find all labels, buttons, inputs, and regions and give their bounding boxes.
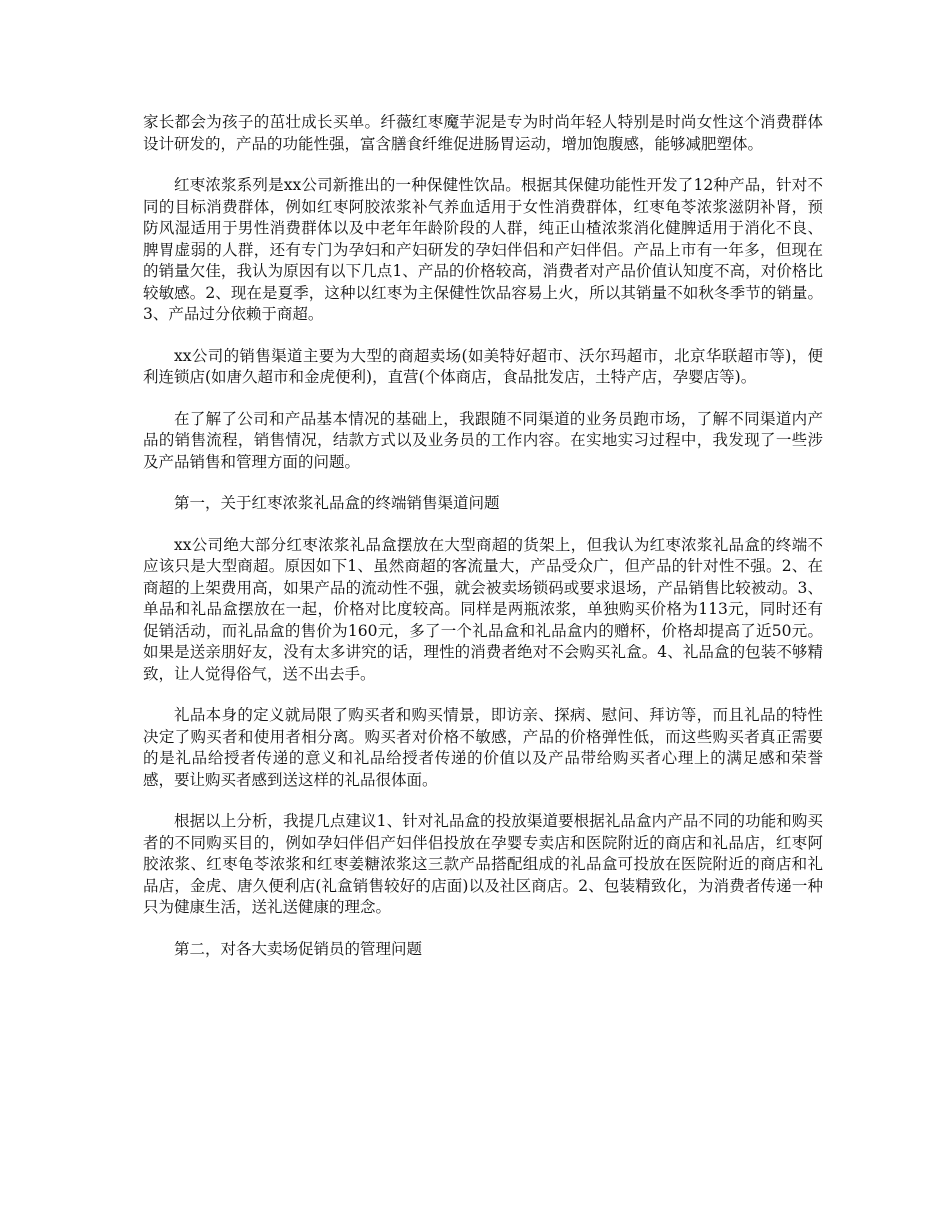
document-body bbox=[143, 112, 823, 980]
paragraph-4: 在了解了公司和产品基本情况的基础上，我跟随不同渠道的业务员跑市场，了解不同渠道内产品的销售流程，销售情况，结款方式以及业务员的工作内容。在实地实习过程中，我发现了一些涉及产品销售和管理方面的问题。 bbox=[143, 409, 823, 471]
paragraph-6: 礼品本身的定义就局限了购买者和购买情景，即访亲、探病、慰问、拜访等，而且礼品的特性决定了购买者和使用者相分离。购买者对价格不敏感，产品的价格弹性低，而这些购买者真正需要的是礼品给授者传递的意义和礼品给授者传递的价值以及产品带给购买者心理上的满足感和荣誉感，要让购买者感到送这样的礼品很体面。 bbox=[143, 706, 823, 789]
paragraph-5: xx公司绝大部分红枣浓浆礼品盒摆放在大型商超的货架上，但我认为红枣浓浆礼品盒的终端不应该只是大型商超。原因如下1、虽然商超的客流量大，产品受众广，但产品的针对性不强。2、在商超的上架费用高，如果产品的流动性不强，就会被卖场锁码或要求退场，产品销售比较被动。3、单品和礼品盒摆放在一起，价格对比度较高。同样是两瓶浓浆，单独购买价格为113元，同时还有促销活动，而礼品盒的售价为160元，多了一个礼品盒和礼品盒内的赠杯，价格却提高了近50元。如果是送亲朋好友，没有太多讲究的话，理性的消费者绝对不会购买礼盒。4、礼品盒的包装不够精致，让人觉得俗气，送不出去手。 bbox=[143, 535, 823, 683]
paragraph-7: 根据以上分析，我提几点建议1、针对礼品盒的投放渠道要根据礼品盒内产品不同的功能和购买者的不同购买目的，例如孕妇伴侣产妇伴侣投放在孕婴专卖店和医院附近的商店和礼品店，红枣阿胶浓浆、红枣龟苓浓浆和红枣姜糖浓浆这三款产品搭配组成的礼品盒可投放在医院附近的商店和礼品店，金虎、唐久便利店(礼盒销售较好的店面)以及社区商店。2、包装精致化，为消费者传递一种只为健康生活，送礼送健康的理念。 bbox=[143, 812, 823, 916]
paragraph-3: xx公司的销售渠道主要为大型的商超卖场(如美特好超市、沃尔玛超市，北京华联超市等)，便利连锁店(如唐久超市和金虎便利)，直营(个体商店，食品批发店，土特产店，孕婴店等)。 bbox=[143, 346, 823, 386]
paragraph-1: 家长都会为孩子的茁壮成长买单。纤薇红枣魔芋泥是专为时尚年轻人特别是时尚女性这个消费群体设计研发的，产品的功能性强，富含膳食纤维促进肠胃运动，增加饱腹感，能够减肥塑体。 bbox=[143, 113, 823, 153]
section-heading-1: 第一，关于红枣浓浆礼品盒的终端销售渠道问题 bbox=[174, 494, 500, 512]
paragraph-2: 红枣浓浆系列是xx公司新推出的一种保健性饮品。根据其保健功能性开发了12种产品，针对不同的目标消费群体，例如红枣阿胶浓浆补气养血适用于女性消费群体，红枣龟苓浓浆滋阴补肾，预防风湿适用于男性消费群体以及中老年年龄阶段的人群，纯正山楂浓浆消化健脾适用于消化不良、脾胃虚弱的人群，还有专门为孕妇和产妇研发的孕妇伴侣和产妇伴侣。产品上市有一年多，但现在的销量欠佳，我认为原因有以下几点1、产品的价格较高，消费者对产品价值认知度不高，对价格比较敏感。2、现在是夏季，这种以红枣为主保健性饮品容易上火，所以其销量不如秋冬季节的销量。3、产品过分依赖于商超。 bbox=[143, 176, 823, 323]
section-heading-2: 第二，对各大卖场促销员的管理问题 bbox=[174, 939, 423, 958]
